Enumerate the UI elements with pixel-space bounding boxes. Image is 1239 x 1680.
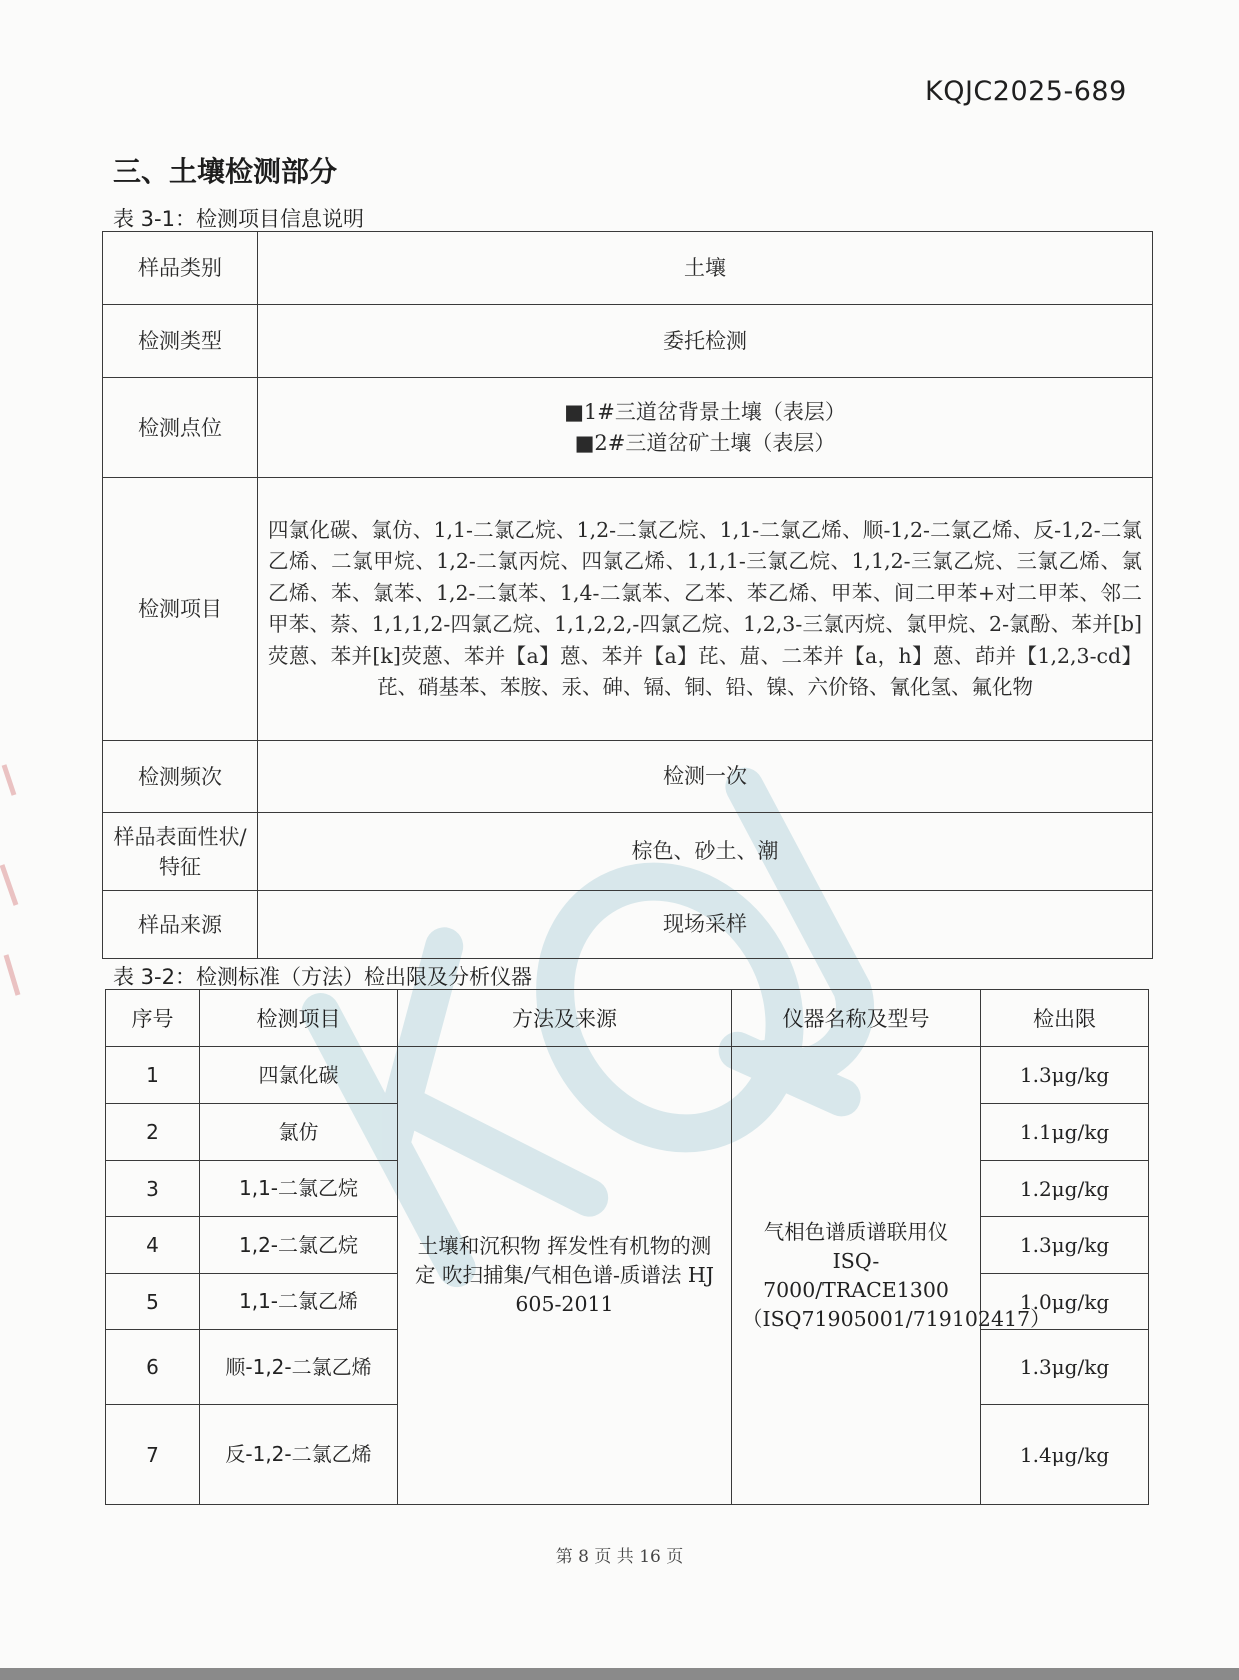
- detection-info-table: [102, 231, 1153, 959]
- row-item: 反-1,2-二氯乙烯: [200, 1405, 398, 1505]
- row-label: 检测项目: [103, 478, 258, 741]
- row-label: 检测点位: [103, 378, 258, 478]
- row-label: 样品类别: [103, 232, 258, 305]
- row-item: 1,1-二氯乙烯: [200, 1274, 398, 1330]
- table-header-row: [106, 990, 1149, 1047]
- table2-caption: 表 3-2：检测标准（方法）检出限及分析仪器: [113, 965, 532, 989]
- header-limit: 检出限: [981, 990, 1149, 1047]
- row-label: 检测类型: [103, 305, 258, 378]
- row-item: 四氯化碳: [200, 1047, 398, 1104]
- row-limit: 1.3μg/kg: [981, 1217, 1149, 1274]
- row-no: 5: [106, 1274, 200, 1330]
- scan-bottom-edge: [0, 1668, 1239, 1680]
- row-limit: 1.1μg/kg: [981, 1104, 1149, 1161]
- instrument-model: 气相色谱质谱联用仪ISQ-7000/TRACE1300（ISQ71905001/719102417）: [732, 1047, 981, 1505]
- row-value: 棕色、砂土、潮: [258, 813, 1153, 891]
- header-no: 序号: [106, 990, 200, 1047]
- row-value: 检测一次: [258, 741, 1153, 813]
- row-label: 检测频次: [103, 741, 258, 813]
- table-row: [103, 813, 1153, 891]
- row-no: 7: [106, 1405, 200, 1505]
- sampling-points: [258, 378, 1153, 478]
- table-row: [103, 305, 1153, 378]
- header-instrument: 仪器名称及型号: [732, 990, 981, 1047]
- row-item: 氯仿: [200, 1104, 398, 1161]
- row-label: 样品来源: [103, 891, 258, 959]
- row-no: 3: [106, 1161, 200, 1217]
- detection-items-list: 四氯化碳、氯仿、1,1-二氯乙烷、1,2-二氯乙烷、1,1-二氯乙烯、顺-1,2-二氯乙烯、反-1,2-二氯乙烯、二氯甲烷、1,2-二氯丙烷、四氯乙烯、1,1,1-三氯乙烷、1,1,2-三氯乙烷、三氯乙烯、氯乙烯、苯、氯苯、1,2-二氯苯、1,4-二氯苯、乙苯、苯乙烯、甲苯、间二甲苯+对二甲苯、邻二甲苯、萘、1,1,1,2-四氯乙烷、1,1,2,2,-四氯乙烷、1,2,3-三氯丙烷、氯甲烷、2-氯酚、苯并[b]荧蒽、苯并[k]荧蒽、苯并【a】蒽、苯并【a】芘、䓛、二苯并【a，h】蒽、茚并【1,2,3-cd】芘、硝基苯、苯胺、汞、砷、镉、铜、铅、镍、六价铬、氰化氢、氟化物: [258, 478, 1153, 741]
- row-no: 6: [106, 1330, 200, 1405]
- table-row: [103, 378, 1153, 478]
- row-value: 现场采样: [258, 891, 1153, 959]
- report-number: KQJC2025-689: [925, 76, 1127, 107]
- row-value: 委托检测: [258, 305, 1153, 378]
- standard-method-table: [105, 989, 1149, 1505]
- row-limit: 1.0μg/kg: [981, 1274, 1149, 1330]
- table-row: [103, 478, 1153, 741]
- table-row: [103, 232, 1153, 305]
- table-row: [103, 891, 1153, 959]
- seal-stamp-edge: [0, 755, 22, 1005]
- row-item: 顺-1,2-二氯乙烯: [200, 1330, 398, 1405]
- row-item: 1,2-二氯乙烷: [200, 1217, 398, 1274]
- row-value: 土壤: [258, 232, 1153, 305]
- row-limit: 1.2μg/kg: [981, 1161, 1149, 1217]
- sampling-point: ■1#三道岔背景土壤（表层）: [564, 399, 846, 424]
- header-method: 方法及来源: [398, 990, 732, 1047]
- row-no: 1: [106, 1047, 200, 1104]
- section-title: 三、土壤检测部分: [113, 155, 338, 188]
- row-no: 2: [106, 1104, 200, 1161]
- header-item: 检测项目: [200, 990, 398, 1047]
- row-label: 样品表面性状/特征: [103, 813, 258, 891]
- row-limit: 1.3μg/kg: [981, 1047, 1149, 1104]
- row-no: 4: [106, 1217, 200, 1274]
- row-item: 1,1-二氯乙烷: [200, 1161, 398, 1217]
- table1-caption: 表 3-1：检测项目信息说明: [113, 207, 364, 231]
- row-limit: 1.3μg/kg: [981, 1330, 1149, 1405]
- table-row: [103, 741, 1153, 813]
- page-number: 第 8 页 共 16 页: [555, 1547, 684, 1567]
- sampling-point: ■2#三道岔矿土壤（表层）: [574, 430, 836, 455]
- table-row: [106, 1047, 1149, 1104]
- row-limit: 1.4μg/kg: [981, 1405, 1149, 1505]
- method-source: 土壤和沉积物 挥发性有机物的测定 吹扫捕集/气相色谱-质谱法 HJ 605-2011: [398, 1047, 732, 1505]
